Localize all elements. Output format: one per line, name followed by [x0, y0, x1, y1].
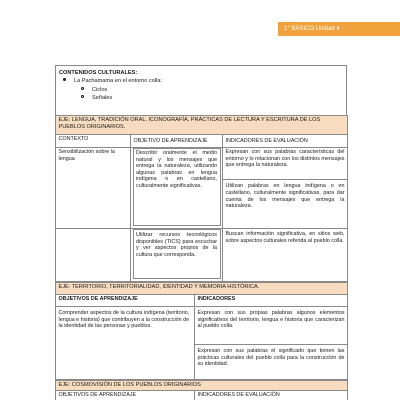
- eje1-row-3: [56, 229, 348, 282]
- list-item: La Pachamama en el entorno colla:: [59, 77, 343, 86]
- objective-1-cell: [131, 148, 223, 229]
- eje3-header-row: [56, 391, 348, 400]
- eje3-objectives-header: OBJETIVOS DE APRENDIZAJE: [56, 391, 195, 400]
- eje2-row-1: [56, 307, 348, 345]
- objective-1-text: Describir oralmente el medio natural y los mensajes que entrega la naturaleza, utilizando algunas palabras en lengua indígena o en castellano, culturalmente significativas.: [133, 148, 221, 226]
- eje1-title-row: [56, 116, 348, 135]
- indicator-3-cell: Buscan información significativa, en sitios web, sobre aspectos culturales referida al pueblo colla.: [223, 229, 348, 282]
- cultural-contents-title: CONTENIDOS CULTURALES:: [59, 70, 138, 76]
- list-item: Señales: [59, 94, 343, 103]
- circle-bullet-icon: [81, 87, 84, 90]
- eje2-table: [55, 282, 348, 380]
- context-cell: Sensibilización sobre la lengua: [56, 148, 131, 229]
- eje2-header-row: [56, 295, 348, 307]
- eje1-table: [55, 115, 348, 282]
- eje3-title: EJE: COSMOVISIÓN DE LOS PUEBLOS ORIGINARIOS: [56, 381, 348, 391]
- indicators-header: INDICADORES DE EVALUACIÓN: [223, 135, 348, 148]
- eje3-title-row: [56, 381, 348, 391]
- bullet-icon: [63, 78, 66, 81]
- objective-2-text: Utilizar recursos tecnológicos disponibles (TICS) para escuchar y ver aspectos propios de la cultura que corresponda.: [133, 229, 221, 279]
- unit-header-tag: 1° BÁSICO Unidad 4: [278, 22, 400, 36]
- context-header: CONTEXTO: [56, 135, 131, 148]
- lesson-document: [55, 65, 347, 400]
- cultural-contents-list: [59, 77, 343, 103]
- eje1-row-1: [56, 148, 348, 180]
- circle-bullet-icon: [81, 95, 84, 98]
- eje3-indicators-header: INDICADORES DE EVALUACIÓN: [195, 391, 348, 400]
- eje3-table: [55, 380, 348, 400]
- eje2-title: EJE: TERRITORIO, TERRITORIALIDAD, IDENTIDAD Y MEMORIA HISTÓRICA.: [56, 283, 348, 295]
- eje1-title: EJE: LENGUA, TRADICIÓN ORAL, ICONOGRAFÍA, PRÁCTICAS DE LECTURA Y ESCRITURA DE LOS PUEBLOS ORIGINARIOS.: [56, 116, 348, 135]
- indicator-1-cell: Expresan con sus palabras características del entorno y lo relacionan con los distintos mensajes que entrega la naturaleza.: [223, 148, 348, 180]
- list-item: Ciclos: [59, 86, 343, 95]
- eje2-objectives-header: OBJETIVOS DE APRENDIZAJE: [56, 295, 195, 307]
- eje1-header-row: [56, 135, 348, 148]
- objective-header: OBJETIVO DE APRENDIZAJE: [131, 135, 223, 148]
- objective-2-cell: [131, 229, 223, 282]
- cultural-contents-box: [55, 65, 347, 115]
- eje2-title-row: [56, 283, 348, 295]
- eje2-indicators-header: INDICADORES: [195, 295, 348, 307]
- indicator-2-cell: Utilizan palabras en lengua indígena o en castellano, culturalmente significativas, para dar cuenta de los mensajes que entrega la naturaleza.: [223, 180, 348, 229]
- empty-context-cell: [56, 229, 131, 282]
- eje2-indicator-2-cell: Expresan con sus palabras el significado que tienen las prácticas culturales del pueblo colla para la construcción de su identidad.: [195, 345, 348, 380]
- eje2-indicator-1-cell: Expresan con sus propias palabras algunos elementos significativos del territorio, lengua e historia que caracterizan al pueblo colla.: [195, 307, 348, 345]
- eje2-objective-cell: Comprender aspectos de la cultura indígena (territorio, lengua e historia) que contribuyen a la construcción de la identidad de las personas y pueblos.: [56, 307, 195, 380]
